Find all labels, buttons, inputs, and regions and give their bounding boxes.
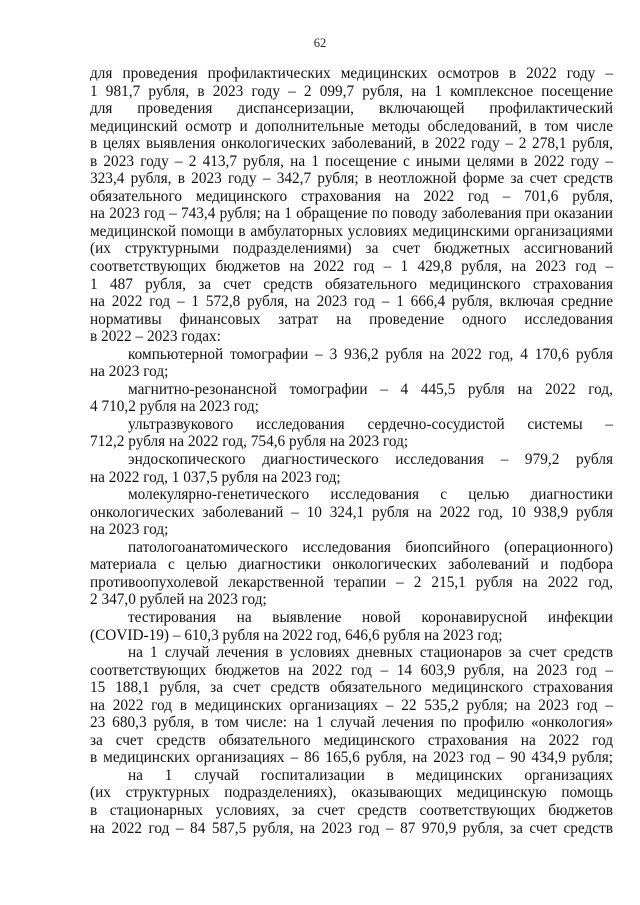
- text-line: в 2023 году – 2 413,7 рубля, на 1 посещение с иными целями в 2022 году –: [90, 152, 613, 170]
- text-line: 15 188,1 рубля, за счет средств обязательного медицинского страхования: [90, 679, 613, 697]
- page-number: 62: [313, 36, 327, 50]
- text-line: в 2022 – 2023 годах:: [90, 328, 221, 346]
- text-line: противоопухолевой лекарственной терапии – 2 215,1 рубля на 2022 год,: [90, 573, 613, 591]
- text-line: магнитно-резонансной томографии – 4 445,5 рубля на 2022 год,: [128, 380, 613, 398]
- text-line: онкологических заболеваний – 10 324,1 рубля на 2022 год, 10 938,9 рубля: [90, 503, 613, 521]
- text-line: материала с целью диагностики онкологических заболеваний и подбора: [90, 556, 613, 574]
- text-line: в стационарных условиях, за счет средств соответствующих бюджетов: [90, 801, 613, 819]
- text-line: на 2022 год в медицинских организациях – 22 535,2 рубля; на 2023 год –: [90, 696, 613, 714]
- text-line: за счет средств обязательного медицинского страхования на 2022 год: [90, 731, 613, 749]
- text-line: нормативы финансовых затрат на проведение одного исследования: [90, 310, 613, 328]
- text-line: на 2023 год – 743,4 рубля; на 1 обращение по поводу заболевания при оказании: [90, 205, 613, 223]
- text-line: в целях выявления онкологических заболеваний, в 2022 году – 2 278,1 рубля,: [90, 135, 613, 153]
- text-line: (COVID-19) – 610,3 рубля на 2022 год, 646,6 рубля на 2023 год;: [90, 626, 503, 644]
- text-line: 1 487 рубля, за счет средств обязательного медицинского страхования: [90, 275, 613, 293]
- text-line: компьютерной томографии – 3 936,2 рубля на 2022 год, 4 170,6 рубля: [128, 345, 613, 363]
- text-line: 2 347,0 рублей на 2023 год;: [90, 591, 267, 609]
- text-line: молекулярно-генетического исследования с целью диагностики: [128, 486, 613, 504]
- text-line: медицинский осмотр и дополнительные методы обследований, в том числе: [90, 117, 613, 135]
- text-line: обязательного медицинского страхования на 2022 год – 701,6 рубля,: [90, 187, 613, 205]
- text-line: для проведения профилактических медицинских осмотров в 2022 году –: [90, 65, 613, 82]
- text-line: на 2022 год – 84 587,5 рубля, на 2023 год – 87 970,9 рубля, за счет средств: [90, 819, 613, 837]
- text-line: медицинской помощи в амбулаторных условиях медицинскими организациями: [90, 222, 613, 240]
- text-line: 1 981,7 рубля, в 2023 году – 2 099,7 рубля, на 1 комплексное посещение: [90, 82, 613, 100]
- text-line: 712,2 рубля на 2022 год, 754,6 рубля на 2023 год;: [90, 433, 409, 451]
- text-line: соответствующих бюджетов на 2022 год – 14 603,9 рубля, на 2023 год –: [90, 661, 613, 679]
- text-line: в медицинских организациях – 86 165,6 рубля, на 2023 год – 90 434,9 рубля;: [90, 749, 613, 767]
- text-line: на 2023 год;: [90, 363, 169, 381]
- text-line: 323,4 рубля, в 2023 году – 342,7 рубля; в неотложной форме за счет средств: [90, 170, 613, 188]
- text-line: (их структурными подразделениями) за счет бюджетных ассигнований: [90, 240, 613, 258]
- text-line: на 2022 год – 1 572,8 рубля, на 2023 год – 1 666,4 рубля, включая средние: [90, 293, 613, 311]
- text-line: 23 680,3 рубля, в том числе: на 1 случай лечения по профилю «онкология»: [90, 714, 613, 732]
- text-line: 4 710,2 рубля на 2023 год;: [90, 398, 259, 416]
- text-line: для проведения диспансеризации, включающей профилактический: [90, 100, 613, 118]
- text-line: (их структурных подразделениях), оказывающих медицинскую помощь: [90, 784, 613, 802]
- text-line: на 1 случай госпитализации в медицинских организациях: [128, 766, 613, 784]
- text-line: эндоскопического диагностического исследования – 979,2 рубля: [128, 451, 613, 469]
- text-line: тестирования на выявление новой коронавирусной инфекции: [128, 608, 613, 626]
- text-line: ультразвукового исследования сердечно-сосудистой системы –: [128, 415, 613, 433]
- text-line: на 2023 год;: [90, 521, 169, 539]
- text-line: патологоанатомического исследования биопсийного (операционного): [128, 538, 613, 556]
- text-line: на 1 случай лечения в условиях дневных стационаров за счет средств: [128, 644, 613, 662]
- document-body: [90, 65, 613, 837]
- text-line: соответствующих бюджетов на 2022 год – 1 429,8 рубля, на 2023 год –: [90, 258, 613, 276]
- text-line: на 2022 год, 1 037,5 рубля на 2023 год;: [90, 468, 341, 486]
